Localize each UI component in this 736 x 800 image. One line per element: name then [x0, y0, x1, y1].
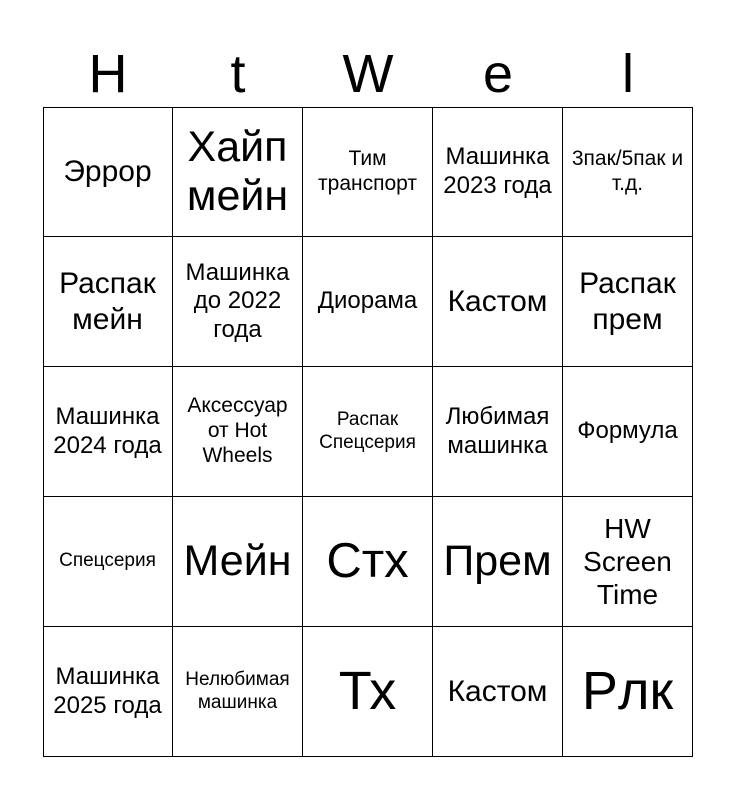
bingo-cell[interactable]: Машинка 2025 года: [43, 627, 173, 757]
header-letter-l: l: [622, 44, 634, 104]
bingo-cell[interactable]: Машинка 2023 года: [433, 107, 563, 237]
bingo-cell[interactable]: Кастом: [433, 627, 563, 757]
bingo-cell[interactable]: Стх: [303, 497, 433, 627]
bingo-cell[interactable]: 3пак/5пак и т.д.: [563, 107, 693, 237]
bingo-cell[interactable]: Нелюбимая машинка: [173, 627, 303, 757]
bingo-cell[interactable]: Диорама: [303, 237, 433, 367]
bingo-header: [43, 40, 693, 108]
header-letter-t: t: [230, 44, 246, 104]
bingo-board: [43, 107, 693, 757]
bingo-cell[interactable]: Любимая машинка: [433, 367, 563, 497]
bingo-cell[interactable]: Тх: [303, 627, 433, 757]
header-letter-h: H: [88, 44, 128, 104]
bingo-cell[interactable]: Машинка 2024 года: [43, 367, 173, 497]
bingo-cell[interactable]: Распак мейн: [43, 237, 173, 367]
bingo-cell[interactable]: HW Screen Time: [563, 497, 693, 627]
header-letter-e: e: [482, 44, 514, 104]
bingo-cell[interactable]: Рлк: [563, 627, 693, 757]
bingo-cell[interactable]: Кастом: [433, 237, 563, 367]
bingo-cell[interactable]: Прем: [433, 497, 563, 627]
bingo-cell[interactable]: Хайп мейн: [173, 107, 303, 237]
bingo-cell[interactable]: Спецсерия: [43, 497, 173, 627]
bingo-cell[interactable]: Формула: [563, 367, 693, 497]
bingo-cell[interactable]: Мейн: [173, 497, 303, 627]
bingo-cell[interactable]: Распак Спецсерия: [303, 367, 433, 497]
bingo-cell[interactable]: Аксессуар от Hot Wheels: [173, 367, 303, 497]
bingo-cell[interactable]: Эррор: [43, 107, 173, 237]
bingo-cell[interactable]: Тим транспорт: [303, 107, 433, 237]
header-letter-w: W: [342, 44, 394, 104]
bingo-cell[interactable]: Машинка до 2022 года: [173, 237, 303, 367]
bingo-cell[interactable]: Распак прем: [563, 237, 693, 367]
